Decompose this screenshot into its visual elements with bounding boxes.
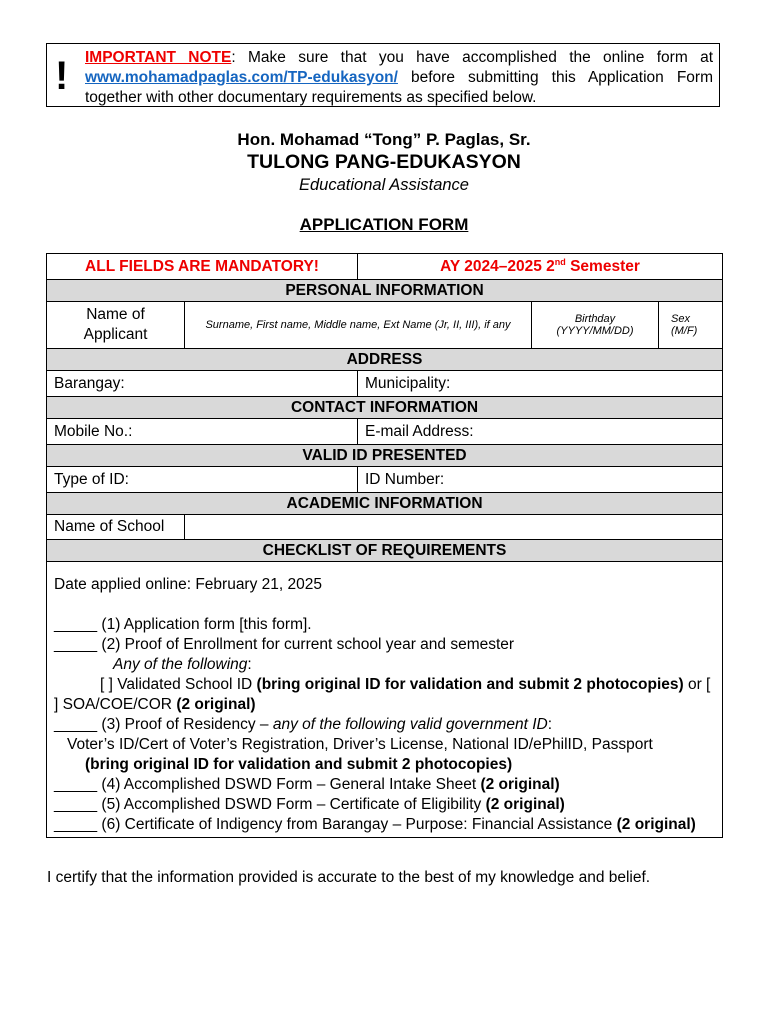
valid-id-header: VALID ID PRESENTED: [47, 445, 723, 467]
online-form-link[interactable]: www.mohamadpaglas.com/TP-edukasyon/: [85, 69, 398, 86]
id-instruction: (bring original ID for validation and submit 2 photocopies): [85, 756, 513, 773]
requirement-3: _____ (3) Proof of Residency – any of the following valid government ID:: [54, 716, 553, 733]
name-label: Name of Applicant: [47, 302, 185, 349]
school-name-field[interactable]: [185, 515, 723, 540]
sponsor-name: Hon. Mohamad “Tong” P. Paglas, Sr.: [237, 130, 531, 149]
checklist-body: [47, 562, 723, 838]
date-applied: Date applied online: February 21, 2025: [54, 576, 322, 593]
academic-info-header: ACADEMIC INFORMATION: [47, 493, 723, 515]
academic-year: AY 2024–2025 2nd Semester: [358, 254, 723, 280]
certification-statement: I certify that the information provided is accurate to the best of my knowledge and belief.: [47, 869, 651, 886]
school-id-option: [ ] Validated School ID (bring original ID for validation and submit 2 photocopies) or [ ] SOA/COE/COR (2 original): [54, 676, 711, 713]
application-form-table: [46, 253, 723, 838]
requirement-2: _____ (2) Proof of Enrollment for current school year and semester: [54, 636, 515, 653]
id-number-field[interactable]: ID Number:: [358, 467, 723, 493]
school-name-label: Name of School: [47, 515, 185, 540]
id-type-field[interactable]: Type of ID:: [47, 467, 358, 493]
exclamation-icon: !: [55, 54, 69, 98]
any-of-following: Any of the following:: [113, 656, 252, 673]
requirement-1: _____ (1) Application form [this form].: [54, 616, 312, 633]
checklist-header: CHECKLIST OF REQUIREMENTS: [47, 540, 723, 562]
important-note-box: [46, 43, 720, 107]
important-note-text: IMPORTANT NOTE: Make sure that you have accomplished the online form at www.mohamadpaglas.com/TP-edukasyon/ before submitting this Application Form together with other documentary requirements as specified below.: [85, 49, 713, 106]
requirement-4: _____ (4) Accomplished DSWD Form – General Intake Sheet (2 original): [54, 776, 560, 793]
important-note-label: IMPORTANT NOTE: [85, 49, 232, 66]
contact-info-header: CONTACT INFORMATION: [47, 397, 723, 419]
personal-info-header: PERSONAL INFORMATION: [47, 280, 723, 302]
name-field[interactable]: Surname, First name, Middle name, Ext Name (Jr, II, III), if any: [185, 302, 532, 349]
id-list: Voter’s ID/Cert of Voter’s Registration, Driver’s License, National ID/ePhilID, Passport: [67, 736, 653, 753]
barangay-field[interactable]: Barangay:: [47, 371, 358, 397]
municipality-field[interactable]: Municipality:: [358, 371, 723, 397]
mandatory-notice: ALL FIELDS ARE MANDATORY!: [47, 254, 358, 280]
sex-field[interactable]: Sex (M/F): [659, 302, 723, 349]
address-header: ADDRESS: [47, 349, 723, 371]
requirement-6: _____ (6) Certificate of Indigency from Barangay – Purpose: Financial Assistance (2 original): [54, 816, 696, 833]
program-subtitle: Educational Assistance: [299, 176, 469, 194]
form-title: APPLICATION FORM: [299, 215, 469, 234]
mobile-field[interactable]: Mobile No.:: [47, 419, 358, 445]
program-title: TULONG PANG-EDUKASYON: [247, 151, 521, 173]
requirement-5: _____ (5) Accomplished DSWD Form – Certificate of Eligibility (2 original): [54, 796, 565, 813]
birthday-field[interactable]: Birthday (YYYY/MM/DD): [532, 302, 659, 349]
email-field[interactable]: E-mail Address:: [358, 419, 723, 445]
